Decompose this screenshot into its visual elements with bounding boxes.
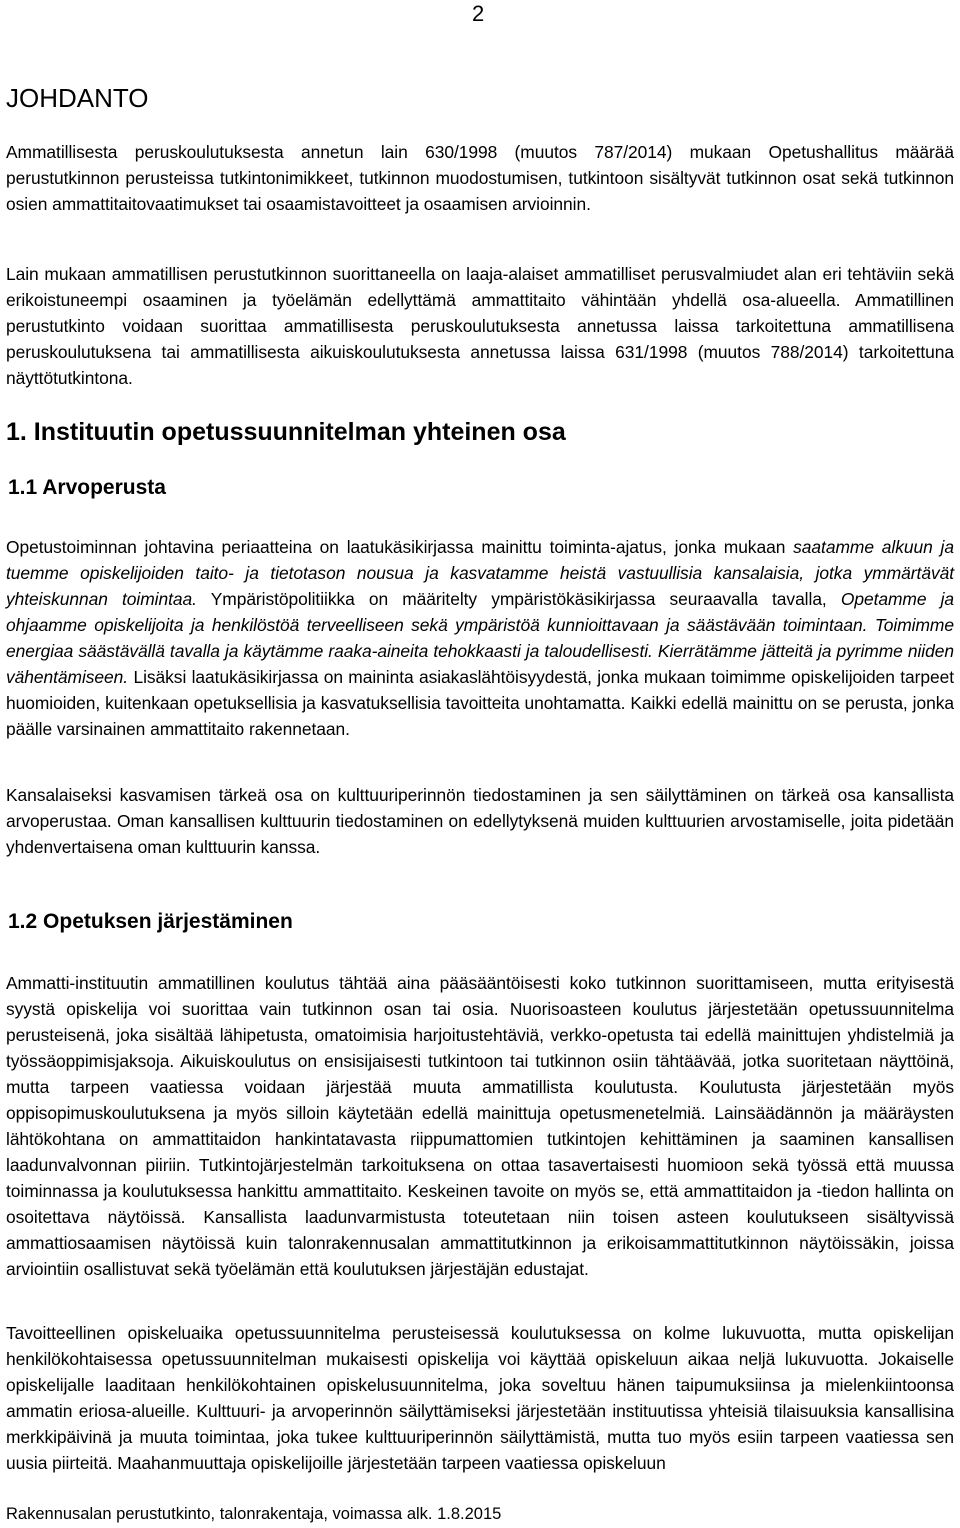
section-1-2-heading: 1.2 Opetuksen järjestäminen: [8, 910, 293, 933]
arvoperusta-paragraph-1: [6, 534, 954, 742]
opetus-paragraph-1: Ammatti-instituutin ammatillinen koulutus tähtää aina pääsääntöisesti koko tutkinnon suorittamiseen, mutta erityisestä syystä opiskelija voi suorittaa vain tutkinnon osan tai osia. Nuorisoasteen koulutus järjestetään opetussuunnitelma perusteisenä, joka sisältää lähipetusta, omatoimisia harjoitustehtäviä, verkko-opetusta tai edellä mainittujen yhdistelmiä ja työssäoppimisjaksoja. Aikuiskoulutus on ensisijaisesti tutkintoon tai tutkinnon osiin tähtäävää, jotka suoritetaan näyttöinä, mutta tarpeen vaatiessa voidaan järjestää muuta ammatillista koulutusta. Koulutusta järjestetään myös oppisopimuskoulutuksena ja myös silloin käytetään edellä mainittuja opetusmenetelmiä. Lainsäädännön ja määräysten lähtökohtana on ammattitaidon hankintatavasta riippumattomien tutkintojen kehittäminen ja saaminen kansallisen laadunvalvonnan piiriin. Tutkintojärjestelmän tarkoituksena on ottaa tasavertaisesti huomioon sekä työssä että muussa toiminnassa ja koulutuksessa hankittu ammattitaito. Keskeinen tavoite on myös se, että ammattitaidon ja -tiedon hallinta on osoitettava näytöissä. Kansallista laadunvarmistusta toteutetaan niin toisen asteen koulutukseen sisältyvissä ammattiosaamisen näytöissä kuin talonrakennusalan ammattitutkinnon ja erikoisammattitutkinnon näytöissäkin, joissa arviointiin osallistuvat sekä työelämän että koulutuksen järjestäjän edustajat.: [6, 973, 954, 1279]
arvoperusta-text-a: Opetustoiminnan johtavina periaatteina on laatukäsikirjassa mainittu toiminta-ajatus, jonka mukaan: [6, 537, 794, 557]
page-number: 2: [472, 1, 485, 26]
arvoperusta-paragraph-2: Kansalaiseksi kasvamisen tärkeä osa on kulttuuriperinnön tiedostaminen ja sen säilyttäminen on tärkeä osa kansallista arvoperustaa. Oman kansallisen kulttuurin tiedostaminen on edellytyksenä muiden kulttuurien arvostamiselle, joita pidetään yhdenvertaisena oman kulttuurin kanssa.: [6, 785, 954, 857]
page-footer: Rakennusalan perustutkinto, talonrakentaja, voimassa alk. 1.8.2015: [6, 1505, 502, 1523]
opetus-paragraph-2: Tavoitteellinen opiskeluaika opetussuunnitelma perusteisessä koulutuksessa on kolme lukuvuotta, mutta opiskelijan henkilökohtaisessa opetussuunnitelman mukaisesti opiskelija voi käyttää opiskeluun aikaa neljä lukuvuotta. Jokaiselle opiskelijalle laaditaan henkilökohtainen opiskelusuunnitelma, joka soveltuu hänen taipumuksiinsa ja mielenkiintoonsa ammatin eriosa-alueille. Kulttuuri- ja arvoperinnön säilyttämiseksi järjestetään instituutissa yhteisiä tilaisuuksia kansallisina merkkipäivinä ja muuta toimintaa, joka tukee kulttuuriperinnön säilyttämistä, mutta tuo myös esiin tarpeen vaatiessa sen uusia piirteitä. Maahanmuuttaja opiskelijoille järjestetään tarpeen vaatiessa opiskeluun: [6, 1323, 954, 1473]
intro-paragraph-1: Ammatillisesta peruskoulutuksesta annetun lain 630/1998 (muutos 787/2014) mukaan Opetushallitus määrää perustutkinnon perusteissa tutkintonimikkeet, tutkinnon muodostumisen, tutkintoon sisältyvät tutkinnon osat sekä tutkinnon osien ammattitaitovaatimukset tai osaamistavoitteet ja osaamisen arvioinnin.: [6, 142, 954, 214]
page-title: JOHDANTO: [6, 83, 149, 113]
arvoperusta-quote-environment: Opetamme ja ohjaamme opiskelijoita ja henkilöstöä terveelliseen sekä ympäristöä kunnioittavaan ja säästävään toimintaan. Toimimme energiaa säästävällä tavalla ja käytämme raaka-aineita tehokkaasti ja taloudellisesti. Kierrätämme jätteitä ja pyrimme niiden vähentämiseen.: [6, 589, 955, 687]
section-1-1-heading: 1.1 Arvoperusta: [8, 476, 166, 499]
section-1-heading: 1. Instituutin opetussuunnitelman yhteinen osa: [6, 418, 566, 446]
intro-paragraph-2: Lain mukaan ammatillisen perustutkinnon suorittaneella on laaja-alaiset ammatilliset perusvalmiudet alan eri tehtäviin sekä erikoistuneempi osaaminen ja työelämän edellyttämä ammattitaito vähintään yhdellä osa-alueella. Ammatillinen perustutkinto voidaan suorittaa ammatillisesta peruskoulutuksesta annetussa laissa tarkoitettuna ammatillisena peruskoulutuksena tai ammatillisesta aikuiskoulutuksesta annetussa laissa 631/1998 (muutos 788/2014) tarkoitettuna näyttötutkintona.: [6, 264, 954, 388]
arvoperusta-text-c: Ympäristöpolitiikka on määritelty ympäristökäsikirjassa seuraavalla tavalla,: [196, 589, 841, 609]
arvoperusta-text-e: Lisäksi laatukäsikirjassa on maininta asiakaslähtöisyydestä, jonka mukaan toimimme opiskelijoiden tarpeet huomioiden, kuitenkaan opetuksellisia ja kasvatuksellisia tavoitteita unohtamatta. Kaikki edellä mainittu on se perusta, jonka päälle varsinainen ammattitaito rakennetaan.: [6, 667, 954, 739]
arvoperusta-quote-mission: saatamme alkuun ja tuemme opiskelijoiden taito- ja tietotason nousua ja kasvatamme heistä vastuullisia kansalaisia, jotka ymmärtävät yhteiskunnan toimintaa.: [6, 537, 954, 609]
